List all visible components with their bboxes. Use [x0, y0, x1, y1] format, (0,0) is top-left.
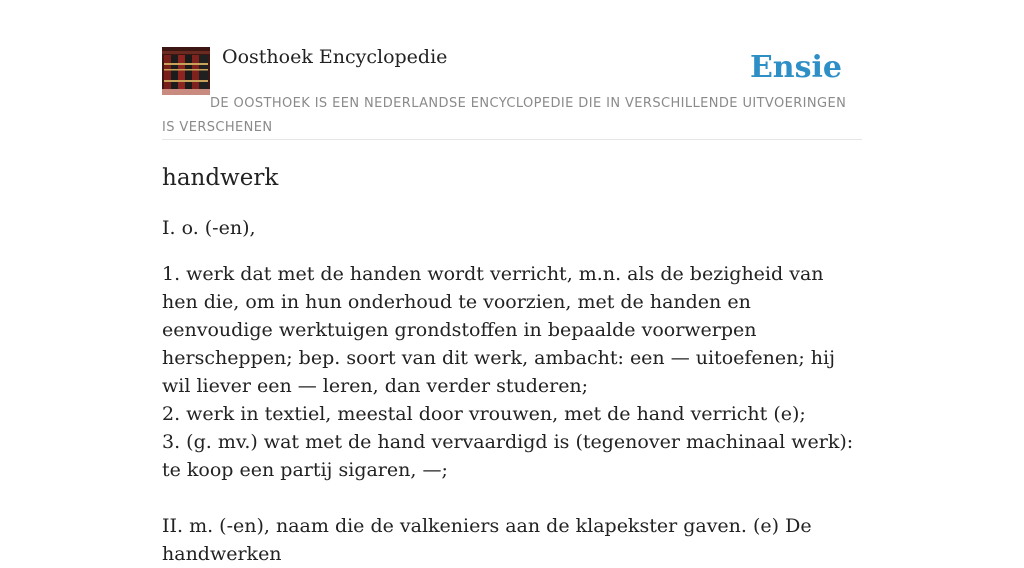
tagline: DE OOSTHOEK IS EEN NEDERLANDSE ENCYCLOPEDIE DIE IN VERSCHILLENDE UITVOERINGEN IS VERSCHENEN [162, 96, 847, 135]
brand-logo[interactable]: Ensie [749, 50, 842, 85]
entry-grammar: I. o. (-en), [162, 217, 256, 239]
definition-3: 3. (g. mv.) wat met de hand vervaardigd is (tegenover machinaal werk): te koop een partij sigaren, —; [162, 431, 854, 481]
definition-2: 2. werk in textiel, meestal door vrouwen, met de hand verricht (e); [162, 403, 806, 425]
books-shelf-icon[interactable] [162, 47, 210, 95]
second-sense: II. m. (-en), naam die de valkeniers aan de klapekster gaven. (e) De handwerken [162, 515, 812, 565]
entry-content [162, 162, 862, 568]
spacer [162, 484, 862, 512]
definition-1: 1. werk dat met de handen wordt verricht, m.n. als de bezigheid van hen die, om in hun onderhoud te voorzien, met de handen en eenvoudige werktuigen grondstoffen in bepaalde voorwerpen herscheppen; bep. soort van dit werk, ambacht: een — uitoefenen; hij wil liever een — leren, dan verder studeren; [162, 263, 836, 397]
entry-title: handwerk [162, 165, 279, 191]
site-name[interactable]: Oosthoek Encyclopedie [222, 46, 448, 68]
site-header [162, 44, 862, 140]
